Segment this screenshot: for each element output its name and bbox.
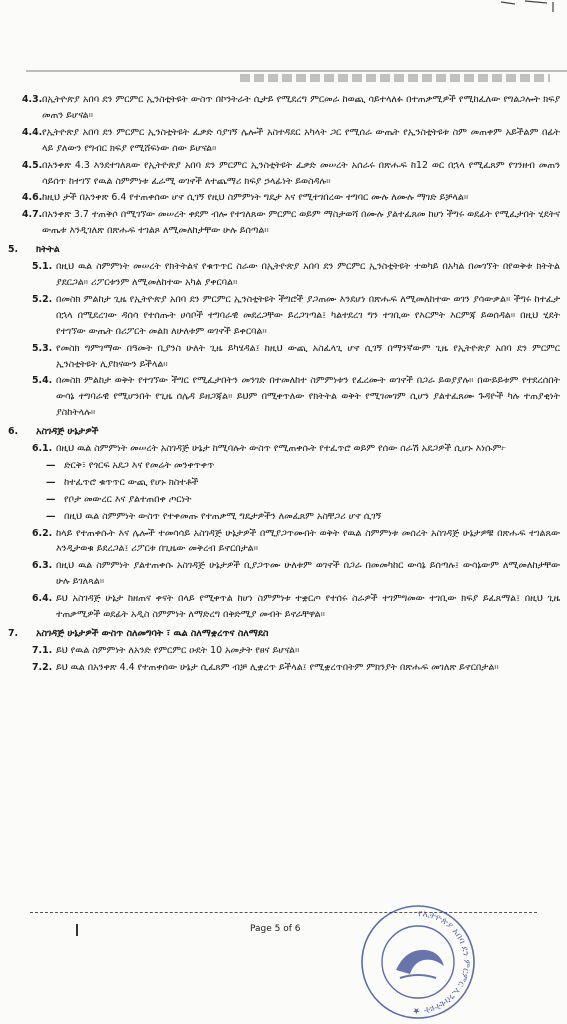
clause-text: በኢትዮጵያ አበባ ደን ምርምር ኢንስቲትዩት ውስጥ በኮንትራት ሲታይ የሚደረግ ምርመራ ከወጪ ሳይተላለፉ በተጠቃሚዎች የሚከፈለው የግልጋሎት ክፍያ መጠን ይሆናል። <box>42 94 560 121</box>
clause-number: 7.1. <box>32 644 53 656</box>
clause-number: 5.4. <box>32 375 53 387</box>
clause-text: አስገዳጅ ሁኔታዎች ውስጥ ስለመግባት ፣ ዉል ስለማቋረጥና ስለማደስ <box>36 628 269 639</box>
clause-number: — <box>46 476 56 488</box>
clause-text: ድርቅ፣ የጎርፍ አደጋ እና የመሬት መንቀጥቀጥ <box>64 459 215 471</box>
clause-number: 6. <box>8 426 19 438</box>
clause-number: — <box>46 493 56 505</box>
clause-text: ክትትል <box>36 244 60 256</box>
official-seal-icon <box>352 900 484 1024</box>
clause-number: 5. <box>8 244 19 256</box>
clause-item <box>8 643 560 659</box>
header-scrawl <box>240 74 550 82</box>
clause-item <box>8 558 560 590</box>
page-number: Page 5 of 6 <box>250 924 301 934</box>
clause-item <box>8 373 560 421</box>
clause-item <box>8 660 560 676</box>
clause-item <box>8 259 560 291</box>
clause-number: — <box>46 459 56 471</box>
clause-text: ይህ አስገዳጅ ሁኔታ ከዘጠና ቀናት በላይ የሚቀጥል ከሆነ ስምምነቱ ተቋርጦ የተሰሩ ስራዎች ተገምግመው ተገቢው ክፍያ ይፈጸማል፤ በዚህ ጊዜ ተጠቃሚዎች ወደፊት አዲስ ስምምነት ለማድረግ በቅድሚያ መብት ይኖራቸዋል። <box>56 593 560 621</box>
margin-tick <box>76 924 78 936</box>
clause-text: ከዚህ ታች በአንቀጽ 6.4 የተጠቀሰው ሆኖ ሲገኝ የዚህ ስምምነት ግዴታ እና የሚተገበረው ተግባር ሙሉ ለሙሉ ማገድ ይቻላል። <box>42 192 469 204</box>
clause-item <box>8 526 560 558</box>
clause-text: በአንቀጽ 4.3 እንደተገለጸው የኢትዮጵያ አበባ ደን ምርምር ኢንስቲትዩት ፈቃድ መሠረት አሰራሩ በጽሑፍ ከ12 ወር በኋላ የሚፈጸም የገንዘብ መጠን ሳይሰጥ ከተገኘ የዉል ስምምነቱ ፈራሚ ወገኖች ለተጨማሪ ክፍያ ኃላፊነት ይወስዳሉ። <box>42 159 560 187</box>
bullet-item <box>8 475 560 491</box>
clause-number: 5.2. <box>32 293 53 305</box>
clause-number: 6.3. <box>32 560 53 572</box>
clause-number: 4.6. <box>22 192 43 204</box>
clause-text: ይህ የዉል ስምምነት ለአንድ የምርምር ዑደት 10 አመታት የፀና ይሆናል። <box>56 644 300 656</box>
clause-text: በዚህ ዉል ስምምነት መሠረት የክትትልና የቁጥጥር ስራው በኢትዮጵያ አበባ ደን ምርምር ኢንስቲትዩት ተወካይ በአካል በመገኘት በየወቅቱ ክትትል ያደርጋል። ሪፖርቱንም ለሚመለከተው አካል ያቀርባል። <box>56 261 560 288</box>
header-rule <box>26 70 567 72</box>
clause-item <box>8 441 560 457</box>
clause-item <box>8 190 560 206</box>
bullet-item <box>8 492 560 508</box>
clause-text: ከተፈጥሮ ቁጥጥር ውጪ የሆኑ ክስተቶች <box>64 476 199 488</box>
clause-item <box>8 207 560 239</box>
clause-item <box>8 125 560 157</box>
clause-number: 7. <box>8 628 19 639</box>
clause-text: የኢትዮጵያ አበባ ደን ምርምር ኢንስቲትዩት ፈቃድ ሳያገኝ ሌሎች አስተዳደር አካላት ጋር የሚሰራ ውጤት የኢንስቲትዩቱ ስም መጠቀም አይችልም በፊት ላይ ያለውን የግብር ክፍያ የሚሸፍነው ሰው ይሆናል። <box>42 126 560 154</box>
clause-text: በመስክ ምልከታ ወቅት የተገኘው ችግር የሚፈታበትን መንገድ በተመለከተ ስምምነቱን የፈረሙት ወገኖች በጋራ ይወያያሉ። በውይይቱም የተደረሰበት ውሳኔ ተግባራዊ የሚሆንበት የጊዜ ሰሌዳ ይዘጋጃል። ይህም በሚቀጥለው የክትትል ወቅት የሚገመገም ሲሆን ያልተፈጸሙ ጉዳዮች ካሉ ተጠያቂነት ያስከትላሉ። <box>56 375 560 419</box>
section-heading <box>8 424 560 440</box>
clause-number: 5.3. <box>32 342 53 354</box>
clause-item <box>8 158 560 190</box>
clause-number: 6.4. <box>32 593 53 605</box>
clause-text: በዚህ ዉል ስምምነት ያልተጠቀሱ አስገዳጅ ሁኔታዎች ቢያጋጥሙ ሁለቱም ወገኖች በጋራ በመመካከር ውሳኔ ይሰጣሉ፤ ውሳኔውም ለሚመለከታቸው ሁሉ ይገለጻል። <box>56 560 560 588</box>
svg-text:የኢትዮጵያ አበባ ደን ምርምር ኢንስቲትዩት ★: የኢትዮጵያ አበባ ደን ምርምር ኢንስቲትዩት ★ <box>412 908 472 1016</box>
clause-number: 5.1. <box>32 261 53 273</box>
clause-text: የቦታ መውረር እና ያልተጠበቀ ጦርነት <box>64 493 192 505</box>
clause-text: ከላይ የተጠቀሱት እና ሌሎች ተመሳሳይ አስገዳጅ ሁኔታዎች በሚያጋጥሙበት ወቅት የዉል ስምምነቱ መሰረት አስገዳጅ ሁኔታዎቹ በጽሑፍ ተገልጸው እንዲታወቁ ይደረጋል፤ ሪፖርቱ በጊዜው መቅረብ ይኖርበታል። <box>56 527 560 555</box>
clause-item <box>8 591 560 623</box>
section-heading <box>8 626 560 642</box>
document-body <box>8 92 560 677</box>
clause-number: 4.5. <box>22 159 43 171</box>
clause-text: ይህ ዉል በአንቀጽ 4.4 የተጠቀሰው ሁኔታ ሲፈጸም ብቻ ሊቋረጥ ይችላል፤ የሚቋረጥበትም ምክንያት በጽሑፍ መገለጽ ይኖርበታል። <box>56 661 499 673</box>
clause-text: የመስክ ግምገማው በዓመት ቢያንስ ሁለት ጊዜ ይካሄዳል፤ ከዚህ ውጪ አስፈላጊ ሆኖ ሲገኝ በማንኛውም ጊዜ የኢትዮጵያ አበባ ደን ምርምር ኢንስቲትዩት ሊያከናውን ይችላል። <box>56 342 560 370</box>
section-heading <box>8 242 560 258</box>
clause-item <box>8 341 560 373</box>
clause-number: 6.1. <box>32 443 53 455</box>
clause-item <box>8 292 560 340</box>
clause-text: በዚህ ዉል ስምምነት መሠረት አስገዳጅ ሁኔታ ከሚባሉት ውስጥ የሚጠቀሱት የተፈጥሮ ወይም የሰው ሰራሽ አደጋዎች ሲሆኑ እነሱም፦ <box>56 443 507 455</box>
clause-text: በዚህ ዉል ስምምነት ውስጥ የተቀመጡ የተጠቃሚ ግዴታዎችን ለመፈጸም አስቸጋሪ ሆኖ ሲገኝ <box>64 510 382 522</box>
bullet-item <box>8 458 560 474</box>
clause-text: በአንቀጽ 3.7 ተጠቅሶ በሚገኘው መሠረት ቀደም ብሎ የተገለጸው ምርምር ወይም ማስታወሻ በሙሉ ያልተፈጸመ ከሆነ ችግሩ ወደፊት የሚፈታበት ሂደትና ውጤቱ እንዲገለጽ በጽሑፍ ተገልጾ ለሚመለከታቸው ሁሉ ይሰጣል። <box>42 209 560 237</box>
clause-number: 4.7. <box>22 209 43 221</box>
clause-number: 7.2. <box>32 661 53 673</box>
corner-mark-icon <box>495 0 555 14</box>
clause-number: 4.3. <box>22 94 43 105</box>
clause-number: 6.2. <box>32 527 53 539</box>
clause-number: 4.4. <box>22 126 43 138</box>
clause-item <box>8 92 560 124</box>
clause-text: አስገዳጅ ሁኔታዎች <box>36 426 99 438</box>
clause-text: በመስክ ምልከታ ጊዜ የኢትዮጵያ አበባ ደን ምርምር ኢንስቲትዩት ችግሮች ያጋጠሙ እንደሆነ በጽሑፍ ለሚመለከተው ወገን ያሳውቃል። ችግሩ ከተፈታ በኋላ በሚደረገው ዳሰሳ የተሰጡት ሀሳቦች ተግባራዊ መደረጋቸው ይረጋገጣል፤ ካልተደረገ ግን ተገቢው የእርምት እርምጃ ይወሰዳል። በዚህ ሂደት የተገኘው ውጤት በሪፖርት መልክ ለሁለቱም ወገኖች ይቀርባል። <box>56 293 560 337</box>
bullet-item <box>8 509 560 525</box>
clause-number: — <box>46 510 56 522</box>
